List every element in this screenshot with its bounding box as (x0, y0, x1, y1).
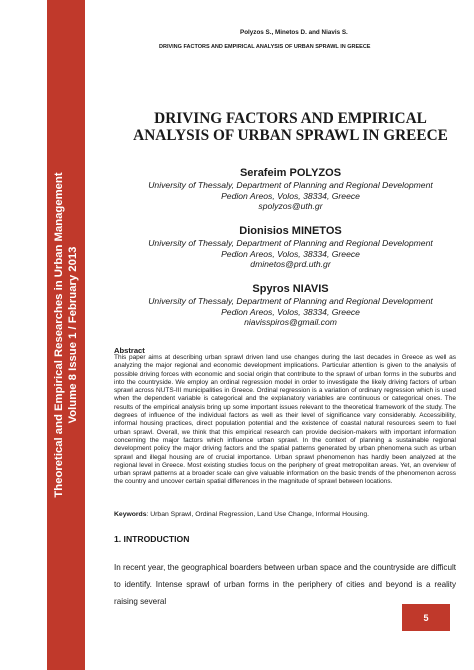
author-name: Serafeim POLYZOS (239, 167, 342, 179)
running-header-title: DRIVING FACTORS AND EMPIRICAL ANALYSIS OF URBAN SPRAWL IN GREECE (159, 44, 371, 50)
paper-title-line-1: DRIVING FACTORS AND EMPIRICAL (154, 110, 427, 127)
abstract-text: This paper aims at describing urban sprawl driven land use changes during the last decades in Greece as well as analyzing the major regional and economic development implications. Particular attention is given to the analysis of possible driving forces with economic and social origin that contribute to the sprawl of urban forms in the suburbs and into the countryside. We employ an ordinal regression model in order to investigate the likely driving factors of urban sprawl across NUTS-III municipalities in Greece. Ordinal regression is a variation of ordinary regression which is used when the dependent variable is categorical and the explanatory variables are continuous or categorical ones. The results of the empirical analysis bring up some important issues relevant to the theoretical framework of the study. The degrees of influence of the individual factors as well as their level of significance vary considerably. Accessibility, informal housing practices, direct population potential and the existence of coastal natural resources seem to fuel urban sprawl. Overall, we think that this empirical research can provide decision-makers with important information concerning the major factors which influence urban sprawl. In the context of planning a sustainable regional development policy the major driving factors and the spatial patterns generated by urban phenomena such as urban sprawl and illegal housing are of crucial importance. Urban sprawl phenomenon has hardly been analyzed at the regional level in Greece. Most existing studies focus on the periphery of great metropolitan areas. Yet, an overview of urban sprawl patterns at a broader scale can give valuable information on the basic trends of the phenomenon across the country and uncover certain spatial differences in the magnitude of sprawl between locations. (114, 354, 456, 486)
author-address: Pedion Areos, Volos, 38334, Greece (221, 306, 360, 317)
section-heading: 1. INTRODUCTION (114, 534, 190, 544)
author-address: Pedion Areos, Volos, 38334, Greece (221, 248, 360, 259)
author-email: dminetos@prd.uth.gr (250, 259, 331, 270)
paper-title (113, 110, 468, 144)
author-address: Pedion Areos, Volos, 38334, Greece (221, 190, 360, 201)
keywords-label: Keywords (114, 511, 147, 518)
author-block (113, 166, 468, 212)
keywords-text: : Urban Sprawl, Ordinal Regression, Land Use Change, Informal Housing. (146, 511, 370, 518)
author-block (113, 282, 468, 328)
keywords (114, 511, 456, 518)
page-number: 5 (402, 604, 450, 631)
author-affiliation: University of Thessaly, Department of Planning and Regional Development (148, 180, 433, 190)
author-affiliation: University of Thessaly, Department of Planning and Regional Development (148, 296, 433, 306)
author-email: spolyzos@uth.gr (258, 201, 323, 212)
journal-sidebar-text (52, 172, 80, 497)
running-header-authors: Polyzos S., Minetos D. and Niavis S. (240, 29, 348, 36)
author-block (113, 224, 468, 270)
abstract-heading: Abstract (114, 346, 145, 355)
paper-title-line-2: ANALYSIS OF URBAN SPRAWL IN GREECE (133, 127, 448, 144)
author-name: Spyros NIAVIS (252, 283, 329, 295)
author-affiliation: University of Thessaly, Department of Planning and Regional Development (148, 238, 433, 248)
journal-name: Theoretical and Empirical Researches in Urban Management (53, 172, 65, 498)
author-name: Dionisios MINETOS (239, 225, 342, 237)
author-email: niavisspiros@gmail.com (244, 317, 337, 328)
introduction-text: In recent year, the geographical boarders between urban space and the countryside are difficult to identify. Intense sprawl of urban forms in the periphery of cities and beyond is a reality raising several (114, 563, 456, 606)
journal-issue: Volume 8 Issue 1 / February 2013 (67, 246, 79, 424)
